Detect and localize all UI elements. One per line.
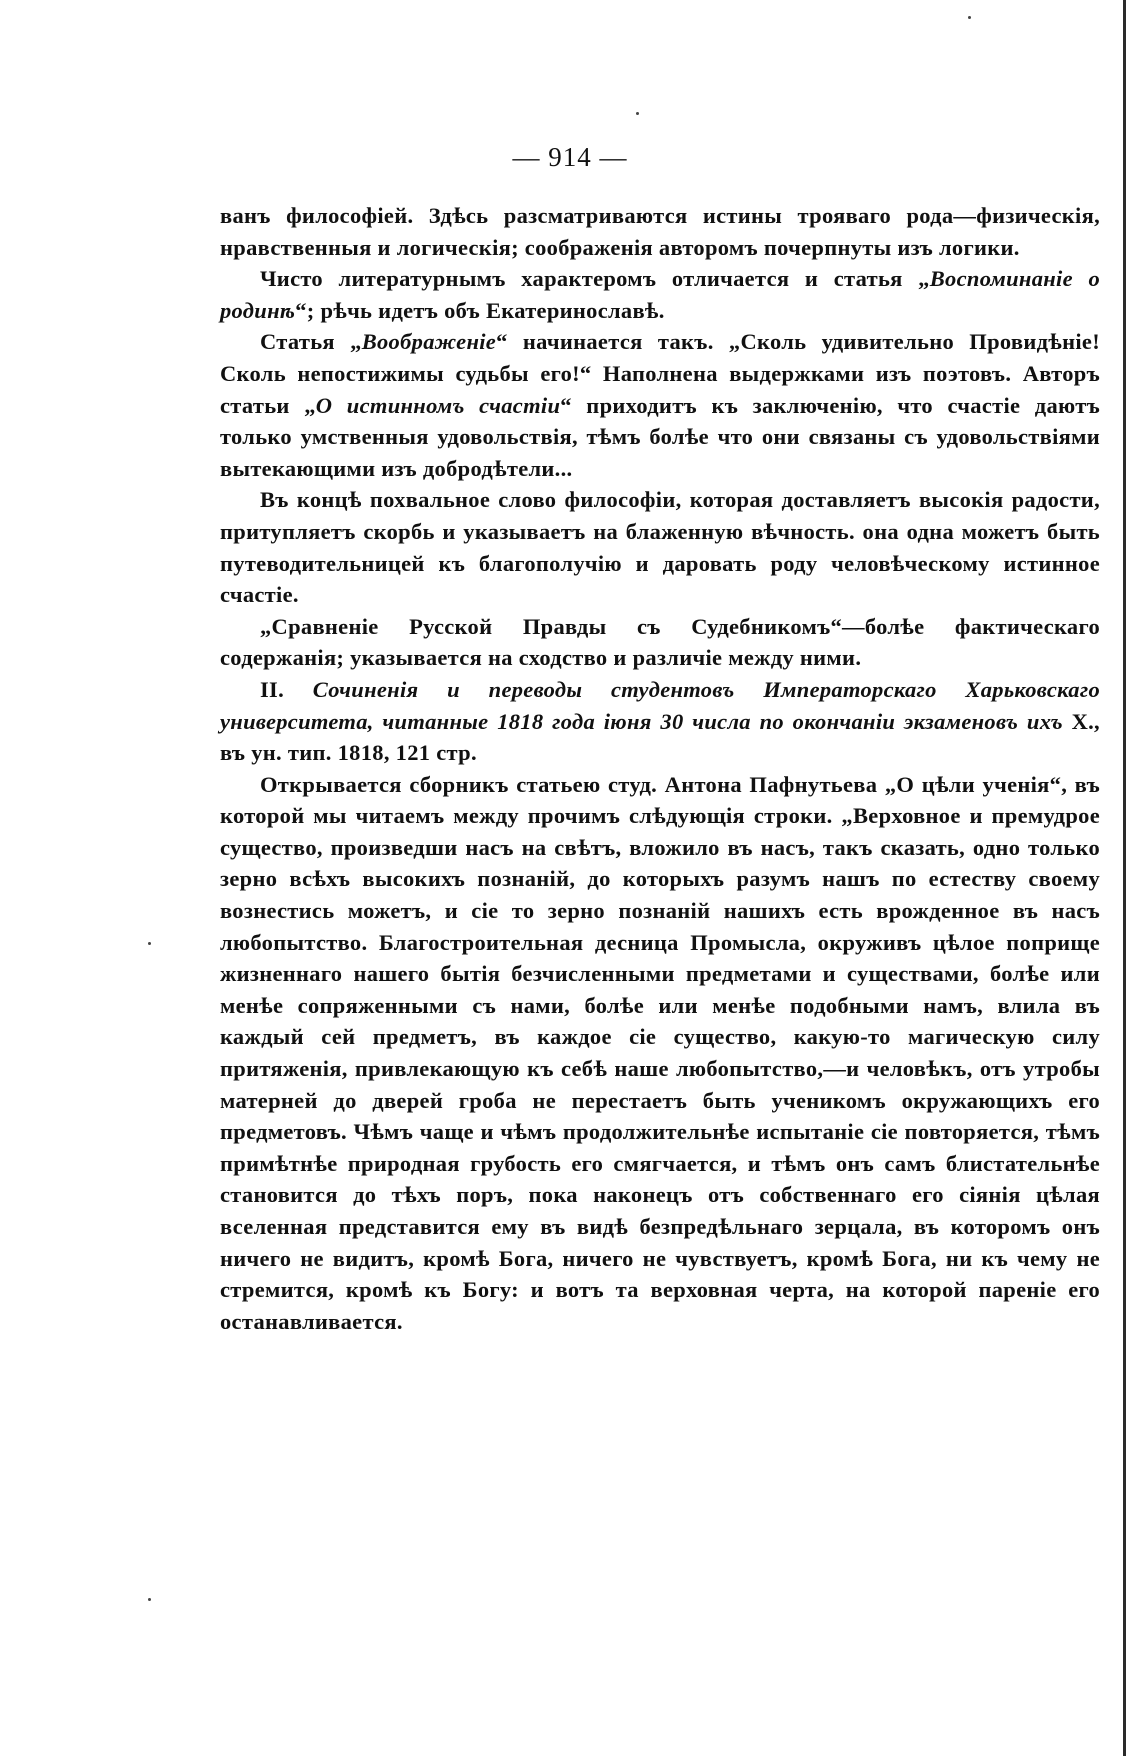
text-run: “; рѣчь идетъ объ Екатеринославѣ. bbox=[295, 297, 665, 323]
paragraph bbox=[220, 674, 1100, 769]
text-run: ванъ философіей. Здѣсь разсматриваются истины трояваго рода—физическія, нравственныя и логическія; соображенія авторомъ почерпнуты изъ логики. bbox=[220, 203, 1100, 260]
page-edge-line bbox=[1123, 0, 1126, 1756]
text-run: “ приходитъ къ заключенію, что счастіе даютъ только умственныя удовольствія, тѣмъ болѣе что они связаны съ удовольствіями вытекающими изъ добродѣтели... bbox=[220, 392, 1100, 481]
text-run: Открывается сборникъ статьею студ. Антона Пафнутьева „О цѣли ученія“, въ которой мы читаемъ между прочимъ слѣдующія строки. „Верховное и премудрое существо, произведши насъ на свѣтъ, вложило въ насъ, такъ сказать, одно только зерно всѣхъ высокихъ познаній, до которыхъ разумъ нашъ по естеству своему вознестись можетъ, и сіе то зерно познаній нашихъ есть врожденное въ насъ любопытство. Благостроительная десница Промысла, окруживъ цѣлое поприще жизненнаго нашего бытія безчисленными предметами и существами, болѣе или менѣе сопряженными съ нами, болѣе или менѣе подобными намъ, влила въ каждый сей предметъ, въ каждое сіе существо, какую-то магическую силу притяженія, привлекающую къ себѣ наше любопытство,—и человѣкъ, отъ утробы матерней до дверей гроба не перестаетъ быть ученикомъ окружающихъ его предметовъ. Чѣмъ чаще и чѣмъ продолжительнѣе испытаніе сіе повторяется, тѣмъ примѣтнѣе природная грубость его смягчается, и тѣмъ онъ самъ блистательнѣе становится до тѣхъ поръ, пока наконецъ отъ собственнаго его сіянія цѣлая вселенная представится ему въ видѣ безпредѣльнаго зерцала, въ которомъ онъ ничего не видитъ, кромѣ Бога, ничего не чувствуетъ, кромѣ Бога, ни къ чему не стремится, кромѣ къ Богу: и вотъ та верховная черта, на которой пареніе его останавливается. bbox=[220, 771, 1100, 1334]
italic-text-run: Воспоминаніе о родинѣ bbox=[220, 266, 1100, 323]
text-run: X., въ ун. тип. 1818, 121 стр. bbox=[220, 708, 1100, 766]
body-text bbox=[220, 200, 1100, 1337]
text-run: “ начинается такъ. „Сколь удивительно Провидѣніе! Сколь непостижимы судьбы его!“ Наполнена выдержками изъ поэтовъ. Авторъ статьи „ bbox=[220, 329, 1100, 418]
text-run: Чисто литературнымъ характеромъ отличается и статья „ bbox=[260, 266, 930, 292]
paragraph bbox=[220, 263, 1100, 326]
paper-speck bbox=[968, 16, 971, 19]
paragraph bbox=[220, 200, 1100, 263]
italic-text-run: Сочиненія и переводы студентовъ Императорскаго Харьковскаго университета, читанные 1818 года іюня 30 числа по окончаніи экзаменовъ ихъ bbox=[220, 676, 1100, 734]
italic-text-run: О истинномъ счастіи bbox=[315, 392, 561, 418]
paper-speck bbox=[148, 942, 151, 945]
paper-speck bbox=[636, 112, 639, 115]
paragraph bbox=[220, 769, 1100, 1338]
paragraph bbox=[220, 326, 1100, 484]
paper-speck bbox=[148, 1598, 151, 1601]
text-run: Статья „ bbox=[260, 329, 362, 355]
text-run: Въ концѣ похвальное слово философіи, которая доставляетъ высокія радости, притупляетъ скорбь и указываетъ на блаженную вѣчность. она одна можетъ быть путеводительницей къ благополучію и даровать роду человѣческому истинное счастіе. bbox=[220, 487, 1100, 608]
page-number: — 914 — bbox=[512, 142, 628, 172]
italic-text-run: Воображеніе bbox=[361, 329, 497, 355]
text-run: II. bbox=[260, 676, 313, 702]
text-run: „Сравненіе Русской Правды съ Судебникомъ“—болѣе фактическаго содержанія; указывается на сходство и различіе между ними. bbox=[220, 613, 1100, 671]
paragraph bbox=[220, 611, 1100, 674]
paragraph bbox=[220, 484, 1100, 610]
